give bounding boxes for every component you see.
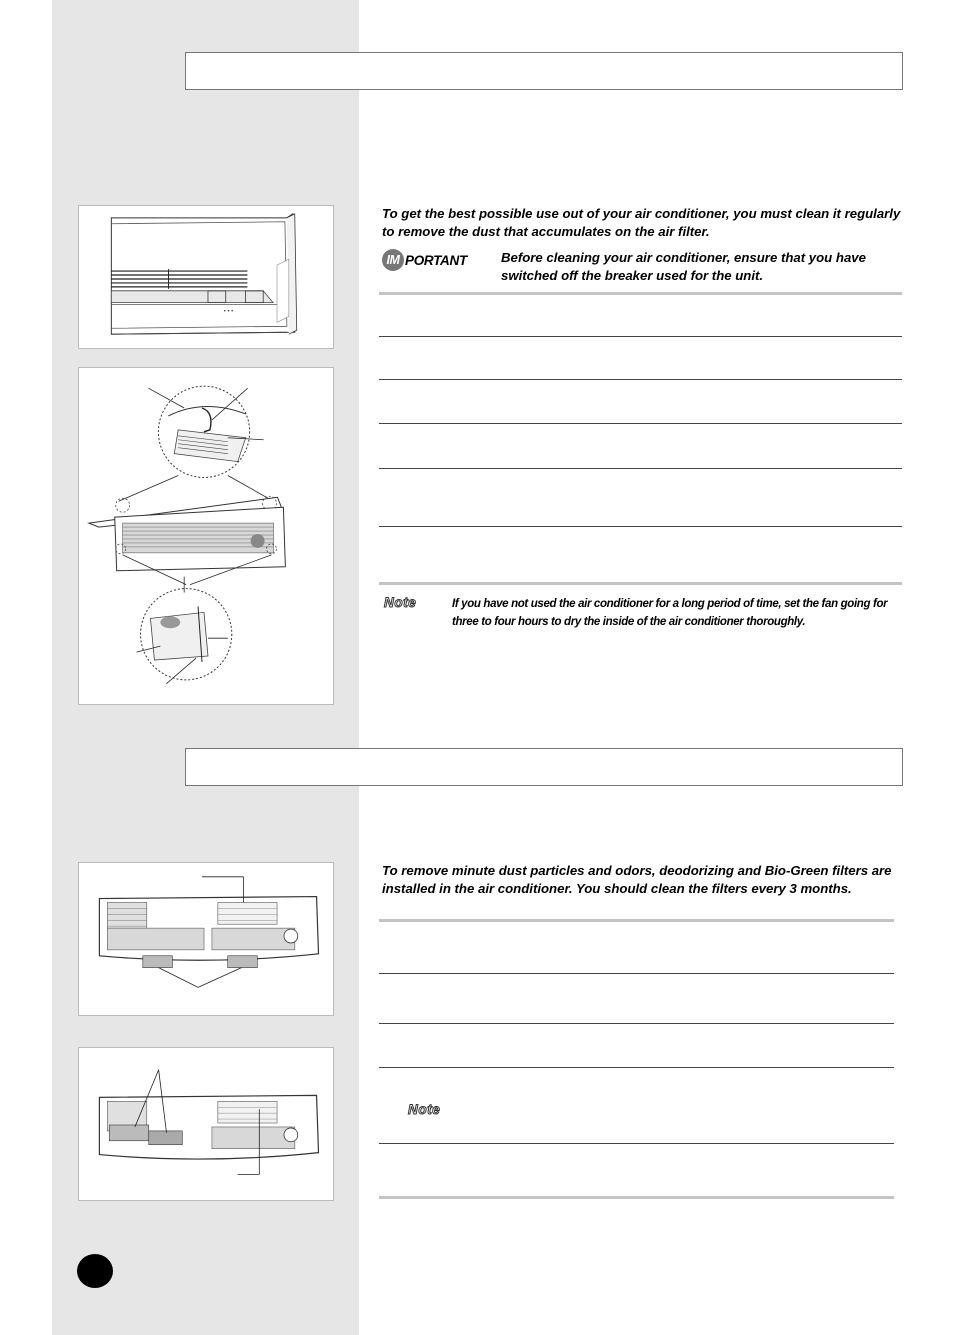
divider <box>379 379 902 380</box>
important-label <box>382 249 467 271</box>
divider <box>379 1143 894 1144</box>
important-text: Before cleaning your air conditioner, ensure that you have switched off the breaker used for the unit. <box>501 250 866 283</box>
divider <box>379 336 902 337</box>
divider <box>379 526 902 527</box>
cleaning-intro-text: To get the best possible use out of your air conditioner, you must clean it regularly to remove the dust that accumulates on the air filter. <box>382 206 901 239</box>
divider <box>379 973 894 974</box>
figure-open-grille <box>78 367 334 705</box>
figure-filters-removal <box>78 1047 334 1201</box>
section-title-cleaning <box>185 52 903 90</box>
divider <box>379 292 902 295</box>
note-label: Note <box>384 595 417 610</box>
note-label: Note <box>408 1102 441 1117</box>
filters-removal-illustration <box>79 1048 333 1200</box>
divider <box>379 919 894 922</box>
filters-installed-illustration <box>79 863 333 1015</box>
svg-text:• • •: • • • <box>223 308 234 315</box>
page-number-marker <box>77 1254 113 1288</box>
important-im-badge: IM <box>382 249 404 271</box>
note-text: If you have not used the air conditioner for a long period of time, set the fan going for three to four hours to dry the inside of the air conditioner thoroughly. <box>452 598 888 628</box>
filters-intro-text: To remove minute dust particles and odors, deodorizing and Bio-Green filters are installed in the air conditioner. You should clean the filters every 3 months. <box>382 863 892 896</box>
section-title-filters <box>185 748 903 786</box>
divider <box>379 468 902 469</box>
open-grille-illustration <box>79 368 333 704</box>
divider <box>379 1196 894 1199</box>
divider <box>379 582 902 585</box>
divider <box>379 423 902 424</box>
unit-front-illustration <box>79 206 333 348</box>
figure-unit-front <box>78 205 334 349</box>
divider <box>379 1023 894 1024</box>
important-word: PORTANT <box>405 252 467 268</box>
divider <box>379 1067 894 1068</box>
figure-filters-installed <box>78 862 334 1016</box>
